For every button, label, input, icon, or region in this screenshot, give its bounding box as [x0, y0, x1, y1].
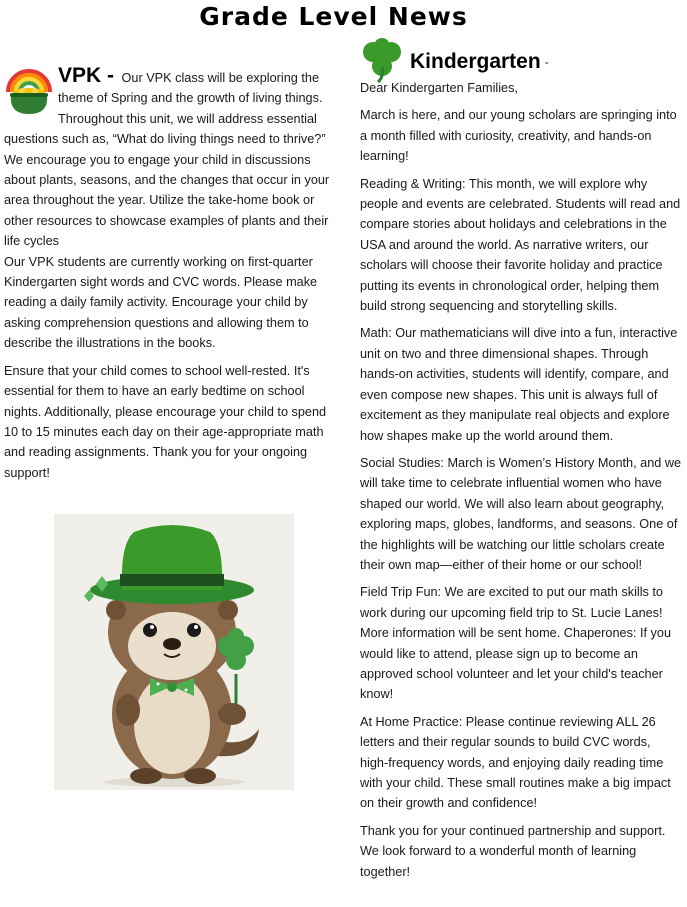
math-paragraph: Math: Our mathematicians will dive into a fun, interactive unit on two and three dimensional shapes. Through hands-on activities, students will identify, compare, and even compose new shapes. This unit is always full of excitement as they manipulate real objects and explore how shapes make up the world around them. — [360, 326, 678, 443]
greeting: Dear Kindergarten Families, — [360, 81, 518, 95]
leprechaun-otter-illustration — [54, 514, 294, 790]
vpk-section — [4, 66, 339, 490]
home-practice-paragraph: At Home Practice: Please continue reviewing ALL 26 letters and their regular sounds to build CVC words, high-frequency words, and enjoying daily reading time with your child. These small routines make a big impact on their growth and confidence! — [360, 714, 671, 811]
march-intro-paragraph: March is here, and our young scholars are springing into a month filled with curiosity, creativity, and hands-on learning! — [360, 108, 677, 164]
vpk-intro-text: Our VPK class will be exploring the theme of Spring and the growth of living things. Throughout this unit, we will address essential questions such as, “What do living things need to thrive?” We encourage you to engage your child in discussions about plants, seasons, and the changes that occur in your area throughout the year. Utilize the take-home book or other resources to showcase examples of plants and their life cycles — [4, 71, 330, 249]
vpk-sight-words-paragraph: Our VPK students are currently working on first-quarter Kindergarten sight words and CVC words. Please make reading a daily family activity. Encourage your child by asking comprehension questions and allowing them to describe the illustrations in the books. — [4, 254, 318, 351]
vpk-intro-paragraph — [4, 66, 339, 252]
rainbow-pot-of-gold-icon — [4, 62, 54, 116]
field-trip-paragraph: Field Trip Fun: We are excited to put our math skills to work during our upcoming field trip to St. Lucie Lanes! More information will be sent home. Chaperones: If you would like to attend, please sign up to become an approved school volunteer and let your child's teacher know! — [360, 585, 671, 702]
kindergarten-section — [360, 38, 682, 889]
thank-you-paragraph: Thank you for your continued partnership and support. We look forward to a wonderful month of learning together! — [360, 823, 666, 879]
vpk-heading: VPK - — [58, 64, 115, 87]
vpk-rest-paragraph: Ensure that your child comes to school well-rested. It's essential for them to have an early bedtime on school nights. Additionally, please encourage your child to spend 10 to 15 minutes each day on their age-appropriate math and reading assignments. Thank you for your ongoing support! — [4, 363, 327, 480]
kindergarten-heading-dash: - — [544, 55, 549, 69]
kindergarten-heading: Kindergarten — [410, 50, 541, 73]
reading-writing-paragraph: Reading & Writing: This month, we will explore why people and events are celebrated. Students will read and compare stories about holidays and celebrations in the USA and around the world. As narrative writers, our scholars will choose their favorite holiday and practice putting its events in chronological order, helping them build strong sequencing and storytelling skills. — [360, 176, 681, 314]
social-studies-paragraph: Social Studies: March is Women’s History Month, and we will take time to celebrate influential women who have shaped our world. We will also learn about geography, exploring maps, globes, landforms, and seasons. One of the highlights will be watching our little scholars create their own map—either of their home or our school! — [360, 455, 682, 572]
newsletter-title: Grade Level News — [199, 2, 468, 31]
